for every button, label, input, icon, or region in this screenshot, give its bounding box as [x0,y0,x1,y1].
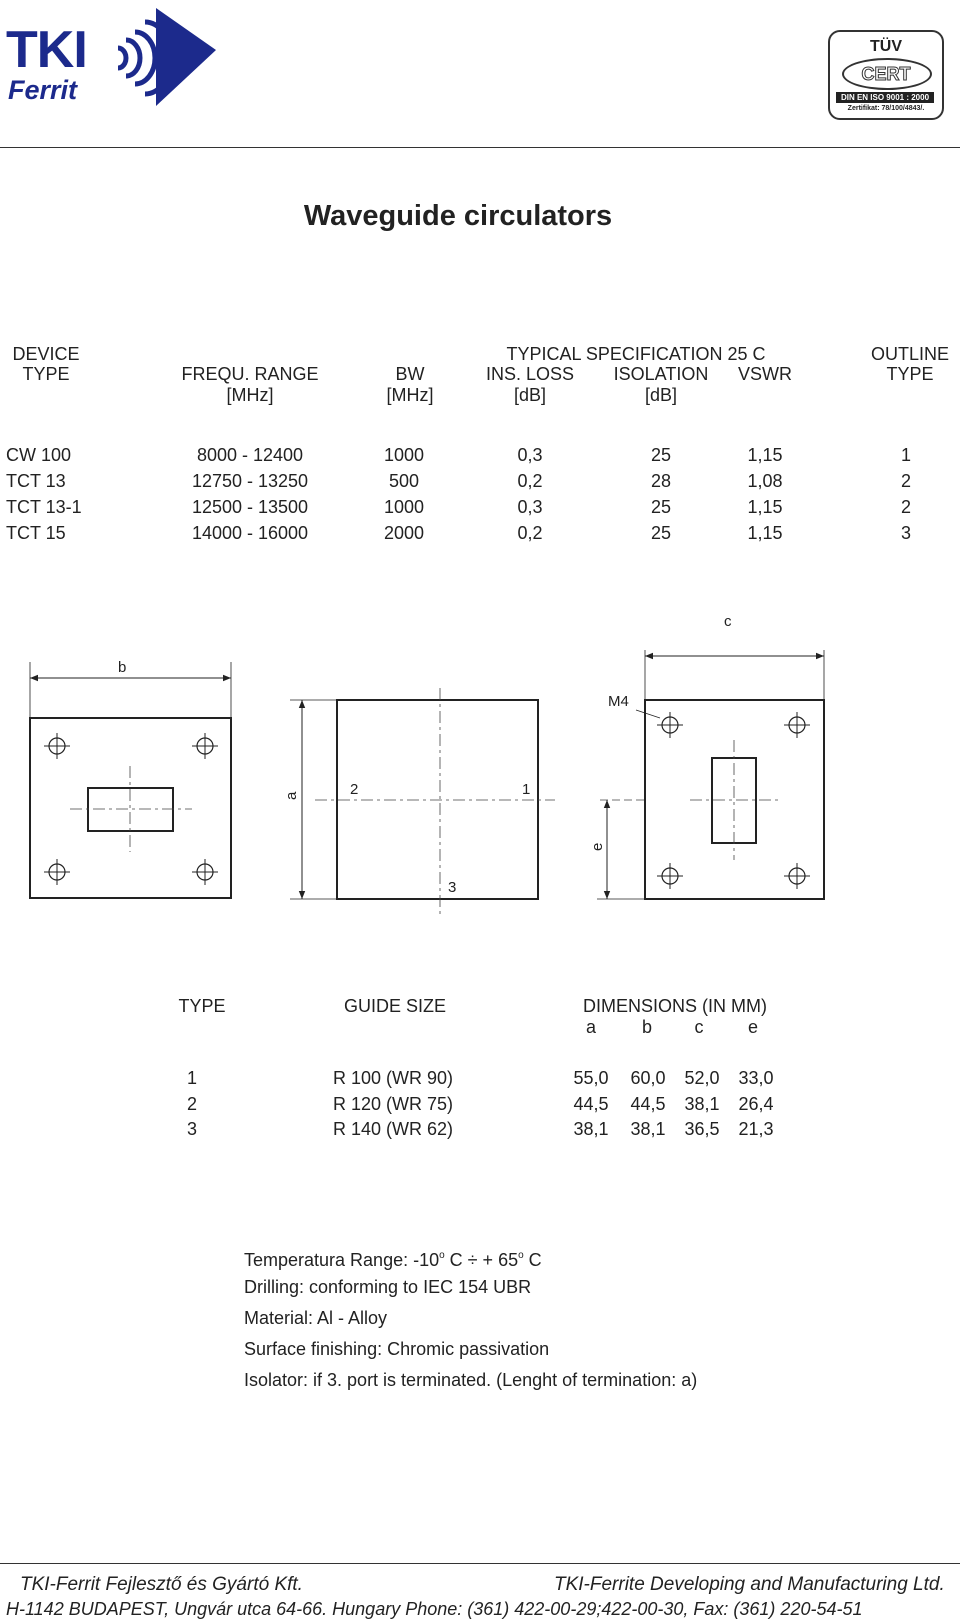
port-label-2: 2 [350,781,359,798]
header-bw-unit: [MHz] [386,385,434,405]
header-divider [0,147,960,148]
table-cell-b: 60,0 [630,1068,666,1088]
table-cell-b: 44,5 [630,1094,666,1114]
table-cell-vswr: 1,15 [747,445,783,465]
table-cell-c: 36,5 [684,1119,720,1139]
header-dimensions: DIMENSIONS (IN MM) [583,996,767,1016]
cert-number: Zertifikat: 78/100/4843/. [847,105,925,112]
table-cell-loss: 0,2 [517,471,543,491]
dim-label-c: c [724,613,732,630]
header-guide-size: GUIDE SIZE [343,996,446,1016]
cert-word: CERT [861,64,911,84]
table-cell-type: 2 [186,1094,197,1114]
logo-subtext: Ferrit [8,75,78,105]
port-label-1: 1 [522,781,531,798]
table-cell-type: 1 [186,1068,197,1088]
header-dim-c: c [694,1017,704,1037]
table-cell-range: 12750 - 13250 [191,471,309,491]
table-cell-bw: 500 [388,471,420,491]
header-typical-spec: TYPICAL SPECIFICATION 25 C [506,344,766,364]
temp-suffix: C [523,1250,542,1270]
radio-waves-icon [108,2,220,110]
flange-front-view [30,659,231,898]
table-cell-device: TCT 15 [6,523,66,543]
degree-sign: o [439,1250,445,1261]
table-cell-isolation: 25 [650,497,672,517]
table-cell-range: 8000 - 12400 [196,445,304,465]
header-outline: OUTLINE [870,344,949,364]
note-material: Material: Al - Alloy [244,1308,388,1328]
table-cell-vswr: 1,08 [747,471,783,491]
note-temperature [244,1246,542,1270]
header-dim-a: a [585,1017,596,1037]
footer-company-hu: TKI-Ferrit Fejlesztő és Gyártó Kft. [20,1574,303,1595]
header-device-type: TYPE [22,364,70,384]
thread-label-m4: M4 [608,693,629,710]
degree-sign: o [518,1250,524,1261]
header-isolation: ISOLATION [613,364,709,384]
table-cell-range: 12500 - 13500 [191,497,309,517]
header-outline-type: TYPE [886,364,934,384]
dim-label-a: a [283,791,300,800]
cert-standard: DIN EN ISO 9001 : 2000 [836,92,934,103]
table-cell-device: TCT 13-1 [6,497,82,517]
header-frequ-range: FREQU. RANGE [181,364,319,384]
dim-label-b: b [118,659,127,676]
table-cell-e: 26,4 [738,1094,774,1114]
port-label-3: 3 [448,879,457,896]
dim-label-e: e [589,842,606,851]
table-cell-isolation: 25 [650,445,672,465]
table-cell-bw: 1000 [383,497,425,517]
flange-rotated-view [589,613,824,899]
certification-seal [828,30,944,120]
header-ins-loss: INS. LOSS [485,364,575,384]
table-cell-range: 14000 - 16000 [191,523,309,543]
table-cell-a: 55,0 [573,1068,609,1088]
header-ins-loss-unit: [dB] [513,385,547,405]
table-cell-isolation: 25 [650,523,672,543]
table-cell-c: 52,0 [684,1068,720,1088]
table-cell-guide: R 100 (WR 90) [333,1068,454,1088]
table-cell-isolation: 28 [650,471,672,491]
table-cell-bw: 1000 [383,445,425,465]
table-cell-guide: R 140 (WR 62) [333,1119,454,1139]
temp-prefix: Temperatura Range: -10 [244,1250,440,1270]
table-cell-outline: 2 [900,497,911,517]
note-surface: Surface finishing: Chromic passivation [244,1339,550,1359]
header-dim-b: b [641,1017,652,1037]
header-isolation-unit: [dB] [644,385,678,405]
temp-mid: C ÷ + 65 [444,1250,519,1270]
table-cell-loss: 0,2 [517,523,543,543]
footer-address: H-1142 BUDAPEST, Ungvár utca 64-66. Hungary Phone: (361) 422-00-29;422-00-30, Fax: (361) 220-54-51 [6,1599,863,1619]
table-cell-loss: 0,3 [517,445,543,465]
note-isolator: Isolator: if 3. port is terminated. (Lenght of termination: a) [244,1370,698,1390]
table-cell-guide: R 120 (WR 75) [333,1094,454,1114]
outline-drawing [0,600,960,920]
table-cell-a: 38,1 [573,1119,609,1139]
header-device: DEVICE [12,344,80,364]
side-view [283,688,555,915]
logo-text: TKI [6,21,87,79]
table-cell-device: TCT 13 [6,471,66,491]
table-cell-vswr: 1,15 [747,523,783,543]
table-cell-a: 44,5 [573,1094,609,1114]
footer-company-en: TKI-Ferrite Developing and Manufacturing Ltd. [554,1574,945,1595]
header-type: TYPE [178,996,226,1016]
table-cell-outline: 1 [900,445,911,465]
footer-divider [0,1563,960,1564]
table-cell-e: 21,3 [738,1119,774,1139]
table-cell-bw: 2000 [383,523,425,543]
table-cell-e: 33,0 [738,1068,774,1088]
header-frequ-unit: [MHz] [226,385,274,405]
table-cell-vswr: 1,15 [747,497,783,517]
table-cell-b: 38,1 [630,1119,666,1139]
header-vswr: VSWR [738,364,792,384]
cert-brand: TÜV [870,38,902,55]
table-cell-outline: 2 [900,471,911,491]
table-cell-loss: 0,3 [517,497,543,517]
table-cell-device: CW 100 [6,445,72,465]
table-cell-c: 38,1 [684,1094,720,1114]
page-title: Waveguide circulators [303,200,613,232]
note-drilling: Drilling: conforming to IEC 154 UBR [244,1277,532,1297]
table-cell-type: 3 [186,1119,197,1139]
header-bw: BW [395,364,425,384]
header-dim-e: e [747,1017,758,1037]
table-cell-outline: 3 [900,523,911,543]
